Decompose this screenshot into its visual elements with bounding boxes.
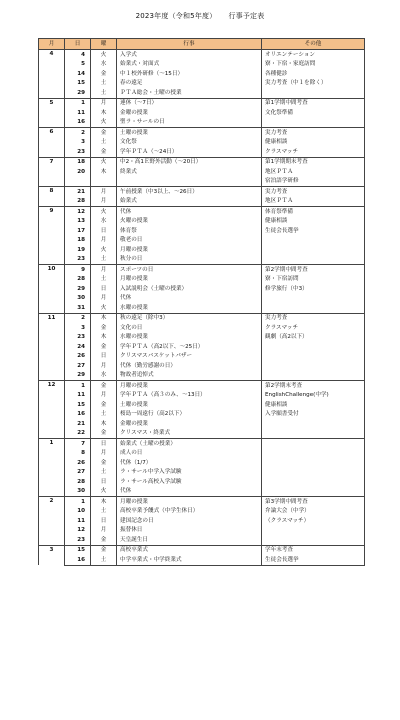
table-header	[39, 39, 365, 50]
weekday-cell: 金	[91, 535, 117, 545]
other-cell	[262, 342, 365, 352]
weekday-cell: 金	[91, 69, 117, 79]
other-cell	[262, 255, 365, 265]
weekday-cell: 日	[91, 516, 117, 526]
other-cell	[262, 449, 365, 459]
table-row	[39, 352, 365, 362]
day-cell: 10	[65, 507, 91, 517]
other-cell: 寮・下宿・家庭訪問	[262, 60, 365, 70]
table-row	[39, 108, 365, 118]
month-cell: 12	[39, 381, 65, 439]
event-cell: 体育祭	[117, 226, 262, 236]
event-cell: 月曜の授業	[117, 275, 262, 285]
event-cell: 終業式	[117, 167, 262, 177]
other-cell	[262, 245, 365, 255]
month-cell: 9	[39, 207, 65, 265]
month-group	[39, 265, 365, 314]
month-cell: 7	[39, 157, 65, 187]
table-row	[39, 128, 365, 138]
event-cell: 月曜の授業	[117, 497, 262, 507]
day-cell: 11	[65, 391, 91, 401]
day-cell: 23	[65, 147, 91, 157]
weekday-cell: 金	[91, 458, 117, 468]
weekday-cell: 火	[91, 207, 117, 217]
day-cell: 15	[65, 79, 91, 89]
other-cell	[262, 361, 365, 371]
event-cell: 文化の日	[117, 323, 262, 333]
weekday-cell: 火	[91, 50, 117, 60]
other-cell: 第1学期期末考査	[262, 157, 365, 167]
day-cell: 13	[65, 217, 91, 227]
day-cell: 1	[65, 98, 91, 108]
other-cell	[262, 303, 365, 313]
day-cell: 3	[65, 323, 91, 333]
month-group	[39, 157, 365, 187]
table-row	[39, 526, 365, 536]
day-cell: 16	[65, 410, 91, 420]
event-cell: 天皇誕生日	[117, 535, 262, 545]
event-cell: 土曜の授業	[117, 400, 262, 410]
day-cell: 11	[65, 516, 91, 526]
day-cell: 18	[65, 236, 91, 246]
table-row	[39, 458, 365, 468]
day-cell: 30	[65, 487, 91, 497]
day-cell: 29	[65, 88, 91, 98]
other-cell	[262, 118, 365, 128]
day-cell: 21	[65, 187, 91, 197]
other-cell	[262, 352, 365, 362]
table-row	[39, 400, 365, 410]
day-cell: 29	[65, 371, 91, 381]
weekday-cell: 土	[91, 410, 117, 420]
day-cell: 28	[65, 477, 91, 487]
table-row	[39, 197, 365, 207]
weekday-cell: 火	[91, 245, 117, 255]
weekday-cell: 月	[91, 449, 117, 459]
weekday-cell: 木	[91, 333, 117, 343]
event-cell: 入学式	[117, 50, 262, 60]
weekday-cell: 日	[91, 439, 117, 449]
event-cell: 学年ＰＴＡ（高３のみ、～13日）	[117, 391, 262, 401]
day-cell: 28	[65, 197, 91, 207]
other-cell: 健康相談	[262, 138, 365, 148]
weekday-cell: 木	[91, 108, 117, 118]
header-weekday: 曜	[91, 39, 117, 50]
table-row	[39, 361, 365, 371]
table-row	[39, 275, 365, 285]
month-cell: 2	[39, 497, 65, 546]
day-cell: 23	[65, 255, 91, 265]
event-cell: 文化祭	[117, 138, 262, 148]
event-cell: 中１校外研修（～15日）	[117, 69, 262, 79]
table-row	[39, 138, 365, 148]
weekday-cell: 金	[91, 342, 117, 352]
other-cell: 生徒会長選挙	[262, 226, 365, 236]
day-cell: 8	[65, 449, 91, 459]
day-cell: 7	[65, 439, 91, 449]
event-cell: 聖ラ・サールの日	[117, 118, 262, 128]
weekday-cell: 火	[91, 303, 117, 313]
weekday-cell: 水	[91, 60, 117, 70]
weekday-cell: 月	[91, 197, 117, 207]
table-row	[39, 60, 365, 70]
day-cell: 15	[65, 545, 91, 555]
other-cell: 地区ＰＴＡ	[262, 197, 365, 207]
weekday-cell: 土	[91, 88, 117, 98]
event-cell: 火曜の授業	[117, 217, 262, 227]
day-cell: 28	[65, 275, 91, 285]
table-row	[39, 294, 365, 304]
event-cell: ＰＴＡ総会・土曜の授業	[117, 88, 262, 98]
month-cell: 6	[39, 128, 65, 158]
table-row	[39, 167, 365, 177]
month-group	[39, 439, 365, 497]
table-row	[39, 429, 365, 439]
table-row	[39, 555, 365, 565]
day-cell: 9	[65, 265, 91, 275]
day-cell: 22	[65, 429, 91, 439]
month-group	[39, 128, 365, 158]
table-row	[39, 516, 365, 526]
day-cell: 27	[65, 468, 91, 478]
weekday-cell: 土	[91, 507, 117, 517]
event-cell: 春の遠足	[117, 79, 262, 89]
other-cell: 学年末考査	[262, 545, 365, 555]
weekday-cell: 木	[91, 313, 117, 323]
other-cell: クラスマッチ	[262, 147, 365, 157]
table-row	[39, 497, 365, 507]
other-cell	[262, 371, 365, 381]
day-cell: 26	[65, 352, 91, 362]
weekday-cell: 月	[91, 294, 117, 304]
day-cell: 12	[65, 207, 91, 217]
other-cell: 第2学期末考査	[262, 381, 365, 391]
event-cell: 始業式・対面式	[117, 60, 262, 70]
table-row	[39, 50, 365, 60]
table-row	[39, 98, 365, 108]
table-row	[39, 545, 365, 555]
other-cell	[262, 419, 365, 429]
event-cell: 学年ＰＴＡ（高2以下、～25日）	[117, 342, 262, 352]
event-cell: 水曜の授業	[117, 303, 262, 313]
weekday-cell: 木	[91, 419, 117, 429]
table-row	[39, 177, 365, 187]
weekday-cell: 火	[91, 157, 117, 167]
header-month: 月	[39, 39, 65, 50]
table-row	[39, 265, 365, 275]
day-cell: 21	[65, 419, 91, 429]
month-group	[39, 497, 365, 546]
weekday-cell: 水	[91, 371, 117, 381]
table-row	[39, 449, 365, 459]
table-row	[39, 391, 365, 401]
table-row	[39, 284, 365, 294]
weekday-cell: 土	[91, 79, 117, 89]
other-cell: 実力考査（中１を除く）	[262, 79, 365, 89]
weekday-cell: 土	[91, 255, 117, 265]
month-cell: 8	[39, 187, 65, 207]
weekday-cell: 日	[91, 284, 117, 294]
table-row	[39, 207, 365, 217]
weekday-cell: 土	[91, 555, 117, 565]
weekday-cell: 月	[91, 265, 117, 275]
table-row	[39, 79, 365, 89]
month-cell: 10	[39, 265, 65, 314]
table-row	[39, 69, 365, 79]
day-cell: 16	[65, 118, 91, 128]
event-cell: ラ・サール中学入学試験	[117, 468, 262, 478]
other-cell: 体育祭準備	[262, 207, 365, 217]
day-cell: 19	[65, 245, 91, 255]
header-event: 行事	[117, 39, 262, 50]
other-cell: 宿泊語学研修	[262, 177, 365, 187]
weekday-cell: 月	[91, 361, 117, 371]
other-cell: オリエンテーション	[262, 50, 365, 60]
weekday-cell: 金	[91, 400, 117, 410]
day-cell: 31	[65, 303, 91, 313]
day-cell: 27	[65, 361, 91, 371]
table-row	[39, 187, 365, 197]
other-cell: 第1学期中間考査	[262, 98, 365, 108]
day-cell: 18	[65, 157, 91, 167]
weekday-cell: 日	[91, 226, 117, 236]
event-cell: 高校卒業式	[117, 545, 262, 555]
table-row	[39, 88, 365, 98]
other-cell	[262, 526, 365, 536]
day-cell: 23	[65, 535, 91, 545]
weekday-cell: 火	[91, 487, 117, 497]
weekday-cell: 火	[91, 118, 117, 128]
weekday-cell: 土	[91, 275, 117, 285]
event-cell: 高校卒業予餞式（中学生休日）	[117, 507, 262, 517]
event-cell: スポーツの日	[117, 265, 262, 275]
month-cell: 4	[39, 50, 65, 99]
event-cell: 中2・高1Ｅ野外活動（～20日）	[117, 157, 262, 167]
table-row	[39, 507, 365, 517]
table-row	[39, 157, 365, 167]
day-cell: 1	[65, 381, 91, 391]
other-cell	[262, 477, 365, 487]
weekday-cell: 日	[91, 477, 117, 487]
month-group	[39, 381, 365, 439]
other-cell: 実力考査	[262, 128, 365, 138]
day-cell: 12	[65, 526, 91, 536]
other-cell: 実力考査	[262, 187, 365, 197]
weekday-cell: 月	[91, 187, 117, 197]
table-row	[39, 245, 365, 255]
other-cell	[262, 439, 365, 449]
table-row	[39, 303, 365, 313]
table-row	[39, 118, 365, 128]
day-cell: 30	[65, 294, 91, 304]
table-row	[39, 236, 365, 246]
other-cell	[262, 468, 365, 478]
weekday-cell: 土	[91, 468, 117, 478]
month-group	[39, 187, 365, 207]
weekday-cell: 水	[91, 217, 117, 227]
day-cell: 1	[65, 497, 91, 507]
month-cell: 3	[39, 545, 65, 565]
weekday-cell	[91, 177, 117, 187]
table-row	[39, 419, 365, 429]
other-cell: 修学旅行（中3）	[262, 284, 365, 294]
day-cell: 24	[65, 342, 91, 352]
other-cell	[262, 294, 365, 304]
month-cell: 5	[39, 98, 65, 128]
other-cell	[262, 88, 365, 98]
event-cell: 桜島一周遠行（高2以下）	[117, 410, 262, 420]
other-cell: 寮・下宿訪問	[262, 275, 365, 285]
event-cell: ラ・サール高校入学試験	[117, 477, 262, 487]
other-cell: 文化祭準備	[262, 108, 365, 118]
month-group	[39, 50, 365, 99]
day-cell: 2	[65, 313, 91, 323]
event-cell: 物故者追悼式	[117, 371, 262, 381]
table-row	[39, 439, 365, 449]
event-cell: 代休（勤労感謝の日）	[117, 361, 262, 371]
other-cell: クラスマッチ	[262, 323, 365, 333]
other-cell: （クラスマッチ）	[262, 516, 365, 526]
weekday-cell: 土	[91, 138, 117, 148]
weekday-cell: 金	[91, 381, 117, 391]
weekday-cell: 月	[91, 526, 117, 536]
day-cell: 20	[65, 167, 91, 177]
event-cell: 敬老の日	[117, 236, 262, 246]
other-cell: EnglishChallenge(中学)	[262, 391, 365, 401]
event-cell: 学年ＰＴＡ（～24日）	[117, 147, 262, 157]
table-row	[39, 217, 365, 227]
other-cell	[262, 487, 365, 497]
day-cell: 17	[65, 226, 91, 236]
event-cell: 振替休日	[117, 526, 262, 536]
other-cell	[262, 429, 365, 439]
weekday-cell: 金	[91, 545, 117, 555]
table-row	[39, 381, 365, 391]
other-cell: 生徒会長選挙	[262, 555, 365, 565]
table-row	[39, 487, 365, 497]
other-cell	[262, 458, 365, 468]
event-cell: 代休	[117, 487, 262, 497]
event-cell: 入試説明会（土曜の授業）	[117, 284, 262, 294]
title-year: 2023年度（令和5年度）	[135, 12, 217, 20]
other-cell: 健康相談	[262, 217, 365, 227]
table-row	[39, 333, 365, 343]
day-cell: 11	[65, 108, 91, 118]
event-cell: クリスマス・終業式	[117, 429, 262, 439]
day-cell: 14	[65, 69, 91, 79]
day-cell: 26	[65, 458, 91, 468]
weekday-cell: 木	[91, 167, 117, 177]
month-cell: 1	[39, 439, 65, 497]
event-cell: 水曜の授業	[117, 333, 262, 343]
other-cell: 弁論大会（中学）	[262, 507, 365, 517]
event-cell: 代休	[117, 207, 262, 217]
table-row	[39, 226, 365, 236]
day-cell: 5	[65, 60, 91, 70]
event-cell: 建国記念の日	[117, 516, 262, 526]
header-day: 日	[65, 39, 91, 50]
event-cell: 中学卒業式・中学終業式	[117, 555, 262, 565]
schedule-table	[38, 38, 365, 566]
month-group	[39, 545, 365, 565]
event-cell: 連休（～7日）	[117, 98, 262, 108]
other-cell: 第3学期中間考査	[262, 497, 365, 507]
day-cell: 3	[65, 138, 91, 148]
event-cell: 金曜の授業	[117, 108, 262, 118]
event-cell: 始業式	[117, 197, 262, 207]
event-cell: 始業式（土曜の授業）	[117, 439, 262, 449]
event-cell: 月曜の授業	[117, 381, 262, 391]
day-cell: 2	[65, 128, 91, 138]
weekday-cell: 金	[91, 323, 117, 333]
month-cell: 11	[39, 313, 65, 381]
weekday-cell: 月	[91, 391, 117, 401]
weekday-cell: 日	[91, 352, 117, 362]
day-cell	[65, 177, 91, 187]
month-group	[39, 313, 365, 381]
day-cell: 29	[65, 284, 91, 294]
table-row	[39, 342, 365, 352]
table-row	[39, 468, 365, 478]
table-row	[39, 323, 365, 333]
day-cell: 23	[65, 333, 91, 343]
title-name: 行事予定表	[228, 12, 265, 20]
table-row	[39, 477, 365, 487]
weekday-cell: 月	[91, 236, 117, 246]
event-cell: 月曜の授業	[117, 245, 262, 255]
other-cell: 健康相談	[262, 400, 365, 410]
event-cell: 秋の遠足（除中3）	[117, 313, 262, 323]
table-row	[39, 255, 365, 265]
table-row	[39, 371, 365, 381]
other-cell: 実力考査	[262, 313, 365, 323]
event-cell: 代休（1/7）	[117, 458, 262, 468]
event-cell	[117, 177, 262, 187]
other-cell: 各種健診	[262, 69, 365, 79]
weekday-cell: 月	[91, 98, 117, 108]
other-cell: 第2学期中間考査	[262, 265, 365, 275]
table-row	[39, 410, 365, 420]
event-cell: 成人の日	[117, 449, 262, 459]
event-cell: 金曜の授業	[117, 419, 262, 429]
event-cell: 秋分の日	[117, 255, 262, 265]
other-cell: 観劇（高2以下）	[262, 333, 365, 343]
other-cell: 入学願書受付	[262, 410, 365, 420]
header-other: その他	[262, 39, 365, 50]
event-cell: 代休	[117, 294, 262, 304]
month-group	[39, 98, 365, 128]
event-cell: 午前授業（中3以上、～26日）	[117, 187, 262, 197]
other-cell	[262, 236, 365, 246]
weekday-cell: 金	[91, 128, 117, 138]
day-cell: 15	[65, 400, 91, 410]
table-row	[39, 313, 365, 323]
weekday-cell: 木	[91, 497, 117, 507]
event-cell: 土曜の授業	[117, 128, 262, 138]
other-cell: 地区ＰＴＡ	[262, 167, 365, 177]
weekday-cell: 金	[91, 147, 117, 157]
day-cell: 4	[65, 50, 91, 60]
event-cell: クリスマスバスケットバザー	[117, 352, 262, 362]
month-group	[39, 207, 365, 265]
other-cell	[262, 535, 365, 545]
weekday-cell: 金	[91, 429, 117, 439]
table-row	[39, 535, 365, 545]
page-title	[0, 11, 400, 21]
day-cell: 16	[65, 555, 91, 565]
table-row	[39, 147, 365, 157]
